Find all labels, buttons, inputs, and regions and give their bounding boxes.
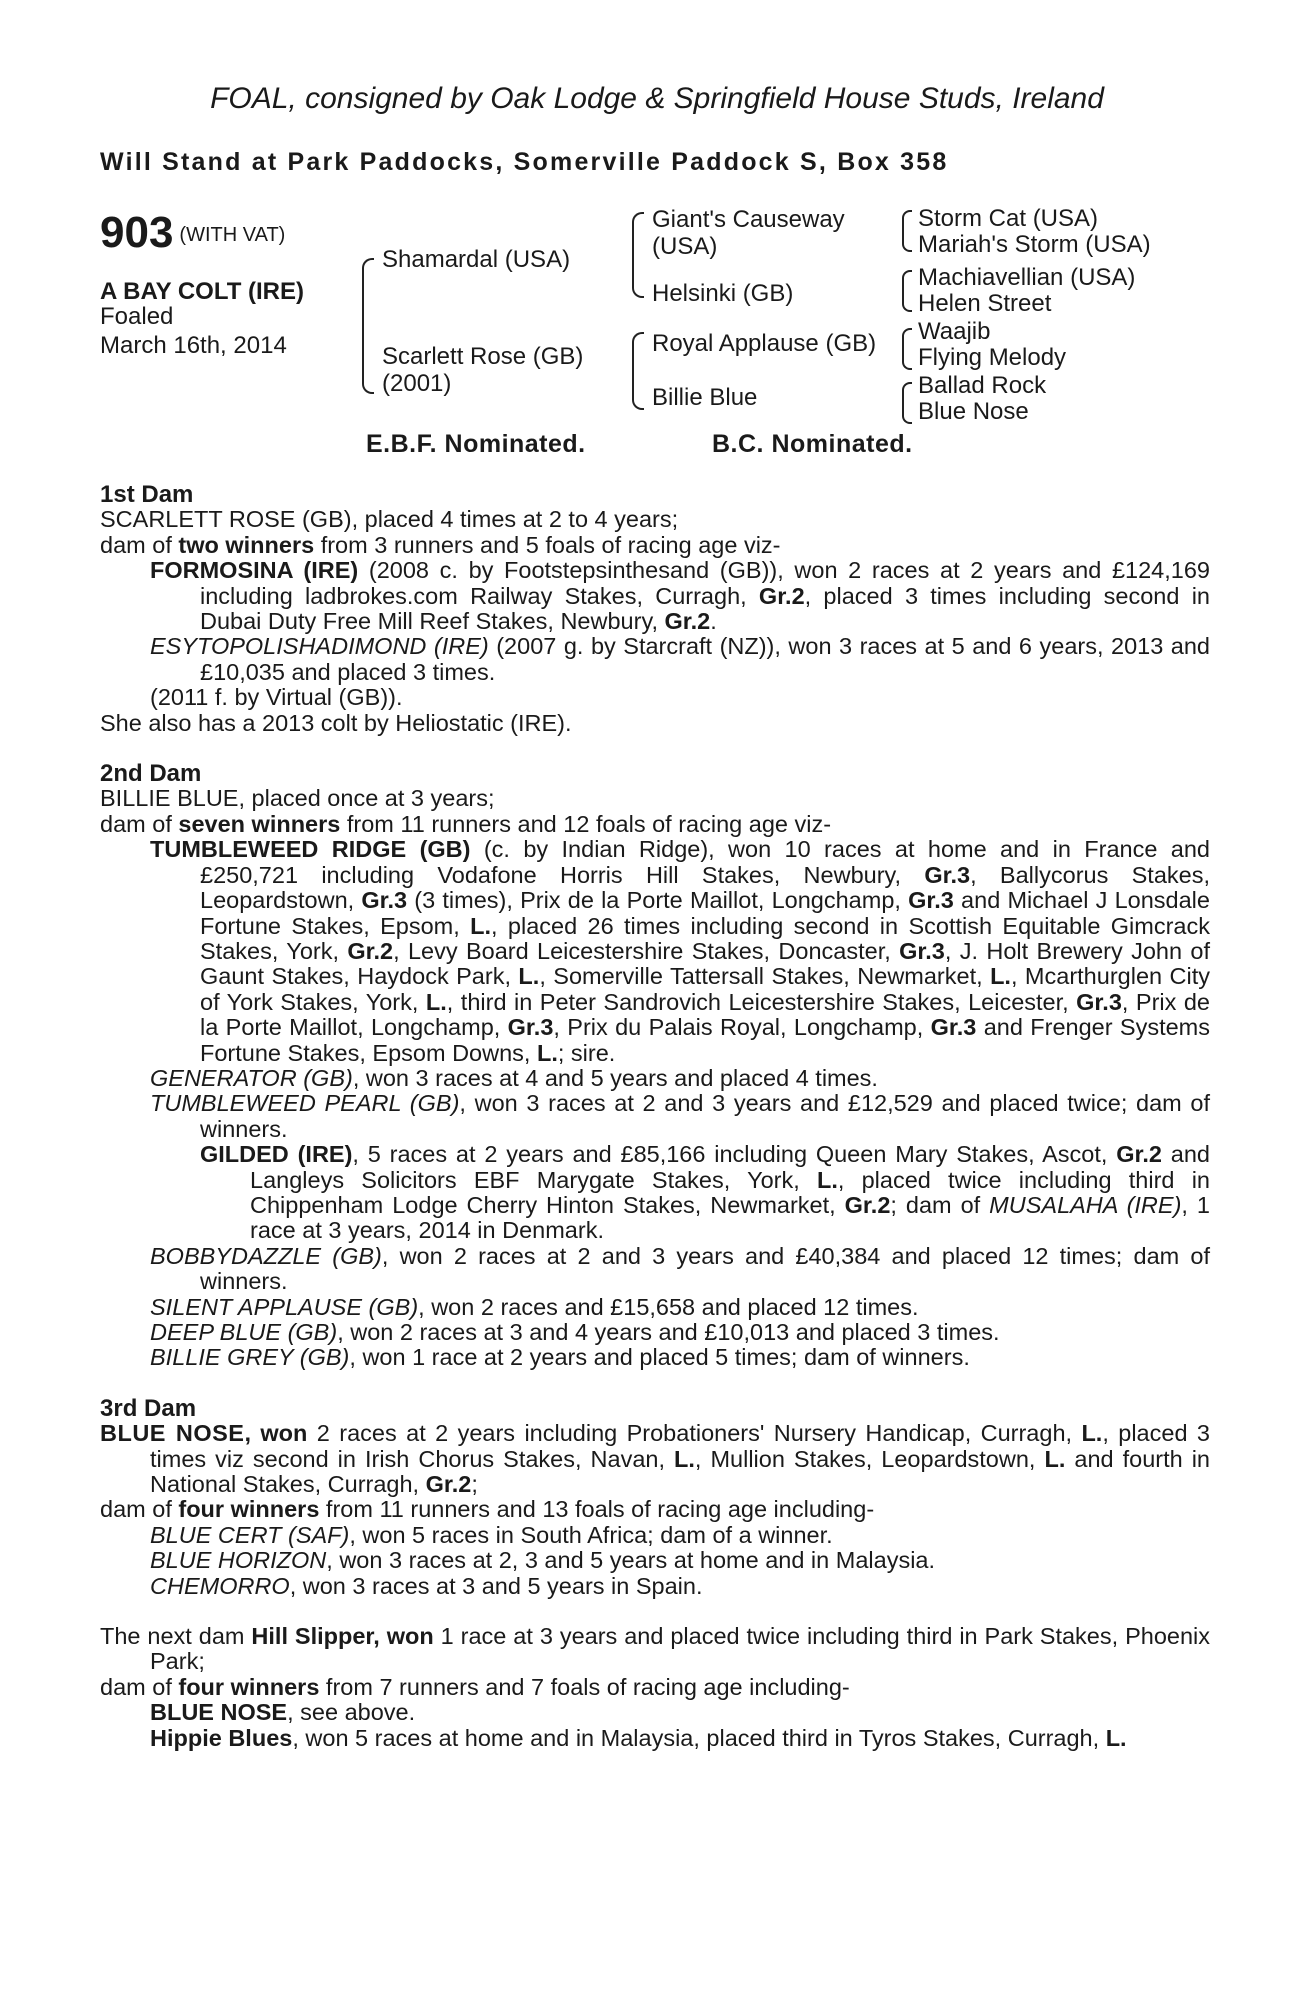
vat-note: (WITH VAT) <box>179 224 286 246</box>
first-dam-produce-line: dam of two winners from 3 runners and 5 foals of racing age viz- <box>100 531 781 558</box>
pedigree-dam: Scarlett Rose (GB) <box>382 343 584 370</box>
first-dam-also: She also has a 2013 colt by Heliostatic (IRE). <box>100 709 572 736</box>
pedigree-g4: Helen Street <box>918 290 1052 317</box>
consignor-line: FOAL, consigned by Oak Lodge & Springfield House Studs, Ireland <box>210 82 1104 115</box>
race-text: , Prix de la Porte Maillot, Longchamp, <box>200 988 1210 1041</box>
race-grade: L. <box>518 963 540 990</box>
progeny-hippie-blues: Hippie Blues, won 5 races at home and in Malaysia, placed third in Tyros Stakes, Curragh, L. <box>150 1724 1127 1751</box>
progeny-blue-nose: BLUE NOSE, see above. <box>150 1699 416 1726</box>
race-grade: L. <box>470 912 492 939</box>
second-dam-line: BILLIE BLUE, placed once at 3 years; <box>100 785 495 812</box>
next-dam-record: The next dam Hill Slipper, won 1 race at 3 years and placed twice including third in Park Stakes, Phoenix Park; <box>100 1623 1211 1675</box>
race-text: ; sire. <box>557 1039 616 1066</box>
pedigree-dam-dam: Billie Blue <box>652 384 758 411</box>
progeny-chemorro: CHEMORRO, won 3 races at 3 and 5 years in Spain. <box>150 1572 703 1599</box>
pedigree-sire-sire-a: Giant's Causeway <box>652 206 845 233</box>
race-grade: Gr.3 <box>930 1014 977 1041</box>
pedigree-brace-4c <box>902 328 912 370</box>
first-dam-heading: 1st Dam <box>100 481 194 508</box>
race-grade: Gr.3 <box>361 887 408 914</box>
progeny-formosina: FORMOSINA (IRE) (2008 c. by Footstepsinthesand (GB)), won 2 races at 2 years and £124,169 including ladbrokes.com Railway Stakes, Curragh, Gr.2, placed 3 times including second in Dubai Duty Free Mill Reef Stakes, Newbury, Gr.2. <box>150 557 1210 635</box>
second-dam-produce-line: dam of seven winners from 11 runners and 12 foals of racing age viz- <box>100 810 832 837</box>
race-grade: Gr.3 <box>899 937 945 964</box>
progeny-gilded: GILDED (IRE), 5 races at 2 years and £85,166 including Queen Mary Stakes, Ascot, Gr.2 and Langleys Solicitors EBF Marygate Stakes, York, L., placed twice including third in Chippenham Lodge Cherry Hinton Stakes, Newmarket, Gr.2; dam of MUSALAHA (IRE), 1 race at 3 years, 2014 in Denmark. <box>200 1141 1210 1244</box>
second-dam-heading: 2nd Dam <box>100 760 202 788</box>
race-text: , Somerville Tattersall Stakes, Newmarket, <box>539 963 991 990</box>
progeny-tumbleweed-ridge: TUMBLEWEED RIDGE (GB) (c. by Indian Ridge), won 10 races at home and in France and £250,721 including Vodafone Horris Hill Stakes, Newbury, Gr.3, Ballycorus Stakes, Leopardstown, Gr.3 (3 times), Prix de la Porte Maillot, Longchamp, Gr.3 and Michael J Lonsdale Fortune Stakes, Epsom, L., placed 26 times including second in Scottish Equitable Gimcrack Stakes, York, Gr.2, Levy Board Leicestershire Stakes, Doncaster, Gr.3, J. Holt Brewery John of Gaunt Stakes, Haydock Park, L., Somerville Tattersall Stakes, Newmarket, L., Mcarthurglen City of York Stakes, York, L., third in Peter Sandrovich Leicestershire Stakes, Leicester, Gr.3, Prix de la Porte Maillot, Longchamp, Gr.3, Prix du Palais Royal, Longchamp, Gr.3 and Frenger Systems Fortune Stakes, Epsom Downs, L.; sire. <box>150 836 1211 1066</box>
race-text: and Michael J Lonsdale Fortune Stakes, Epsom, <box>200 887 1210 939</box>
pedigree-brace-main <box>362 258 374 394</box>
progeny-generator: GENERATOR (GB), won 3 races at 4 and 5 years and placed 4 times. <box>150 1064 878 1091</box>
pedigree-g1: Storm Cat (USA) <box>918 205 1099 232</box>
ebf-nominated: E.B.F. Nominated. <box>366 430 586 458</box>
third-dam-record: BLUE NOSE, won 2 races at 2 years including Probationers' Nursery Handicap, Curragh, L., placed 3 times viz second in Irish Chorus Stakes, Navan, L., Mullion Stakes, Leopardstown, L. and fourth in National Stakes, Curragh, Gr.2; <box>100 1420 1210 1498</box>
progeny-bobbydazzle: BOBBYDAZZLE (GB), won 2 races at 2 and 3 years and £40,384 and placed 12 times; dam of winners. <box>150 1242 1210 1295</box>
race-text: , Levy Board Leicestershire Stakes, Doncaster, <box>393 937 900 964</box>
race-grade: L. <box>990 963 1011 990</box>
race-grade: Gr.2 <box>347 937 394 964</box>
race-text: , Prix du Palais Royal, Longchamp, <box>553 1014 931 1041</box>
pedigree-g2: Mariah's Storm (USA) <box>918 231 1151 258</box>
pedigree-dam-sire: Royal Applause (GB) <box>652 330 877 357</box>
race-text: , third in Peter Sandrovich Leicestershire Stakes, Leicester, <box>446 988 1077 1015</box>
race-text: , Ballycorus Stakes, Leopardstown, <box>200 861 1211 914</box>
race-text: , Mcarthurglen City of York Stakes, York, <box>200 963 1210 1015</box>
pedigree-dam-year: (2001) <box>382 370 452 397</box>
race-grade: Gr.3 <box>924 861 971 888</box>
pedigree-brace-dam <box>632 332 644 410</box>
pedigree-g6: Flying Melody <box>918 344 1067 371</box>
catalogue-body <box>100 482 1210 1751</box>
foaled-info <box>100 302 287 360</box>
race-grade: Gr.3 <box>908 887 954 914</box>
progeny-deep-blue: DEEP BLUE (GB), won 2 races at 3 and 4 years and £10,013 and placed 3 times. <box>150 1319 1000 1345</box>
pedigree-g3: Machiavellian (USA) <box>918 264 1136 291</box>
progeny-blue-horizon: BLUE HORIZON, won 3 races at 2, 3 and 5 years at home and in Malaysia. <box>150 1547 936 1574</box>
race-grade: Gr.3 <box>507 1014 554 1041</box>
pedigree-brace-4b <box>902 270 912 312</box>
race-text: , placed 26 times including second in Scottish Equitable Gimcrack Stakes, York, <box>200 912 1210 964</box>
progeny-blue-cert: BLUE CERT (SAF), won 5 races in South Africa; dam of a winner. <box>150 1521 833 1548</box>
race-text: (3 times), Prix de la Porte Maillot, Longchamp, <box>407 887 909 914</box>
first-dam-line: SCARLETT ROSE (GB), placed 4 times at 2 to 4 years; <box>100 506 679 533</box>
progeny-silent-applause: SILENT APPLAUSE (GB), won 2 races and £15,658 and placed 12 times. <box>150 1293 919 1320</box>
pedigree-g7: Ballad Rock <box>918 372 1047 399</box>
race-text: and Frenger Systems Fortune Stakes, Epsom Downs, <box>200 1014 1210 1066</box>
progeny-esytopolishadimond: ESYTOPOLISHADIMOND (IRE) (2007 g. by Starcraft (NZ)), won 3 races at 5 and 6 years, 2013 and £10,035 and placed 3 times. <box>150 633 1210 685</box>
race-text: , J. Holt Brewery John of Gaunt Stakes, Haydock Park, <box>200 937 1210 990</box>
lot-number-value: 903 <box>100 208 174 257</box>
pedigree-brace-4d <box>902 382 912 424</box>
progeny-2011-filly: (2011 f. by Virtual (GB)). <box>150 684 403 711</box>
bc-nominated: B.C. Nominated. <box>712 430 913 458</box>
pedigree-brace-4a <box>902 210 912 252</box>
foaled-date: March 16th, 2014 <box>100 332 287 359</box>
pedigree-brace-sire <box>632 212 644 298</box>
race-text: (c. by Indian Ridge), won 10 races at home and in France and £250,721 including Vodafone Horris Hill Stakes, Newbury, <box>200 836 1210 888</box>
pedigree-sire-sire-b: (USA) <box>652 233 718 260</box>
lot-number <box>100 208 285 258</box>
pedigree-sire-dam: Helsinki (GB) <box>652 280 794 307</box>
lot-description: A BAY COLT (IRE) <box>100 278 305 305</box>
race-grade: L. <box>425 988 447 1015</box>
third-dam-produce-line: dam of four winners from 11 runners and 13 foals of racing age including- <box>100 1496 875 1523</box>
race-grade: L. <box>536 1039 558 1066</box>
third-dam-heading: 3rd Dam <box>100 1394 197 1422</box>
stand-location: Will Stand at Park Paddocks, Somerville Paddock S, Box 358 <box>100 148 949 176</box>
next-dam-produce-line: dam of four winners from 7 runners and 7 foals of racing age including- <box>100 1673 850 1700</box>
progeny-billie-grey: BILLIE GREY (GB), won 1 race at 2 years and placed 5 times; dam of winners. <box>150 1344 970 1371</box>
foaled-label: Foaled <box>100 303 174 330</box>
pedigree-g8: Blue Nose <box>918 398 1029 425</box>
race-grade: Gr.3 <box>1076 988 1122 1015</box>
pedigree-g5: Waajib <box>918 318 991 345</box>
progeny-tumbleweed-pearl: TUMBLEWEED PEARL (GB), won 3 races at 2 and 3 years and £12,529 and placed twice; dam of winners. <box>150 1090 1210 1142</box>
pedigree-sire: Shamardal (USA) <box>382 246 571 273</box>
